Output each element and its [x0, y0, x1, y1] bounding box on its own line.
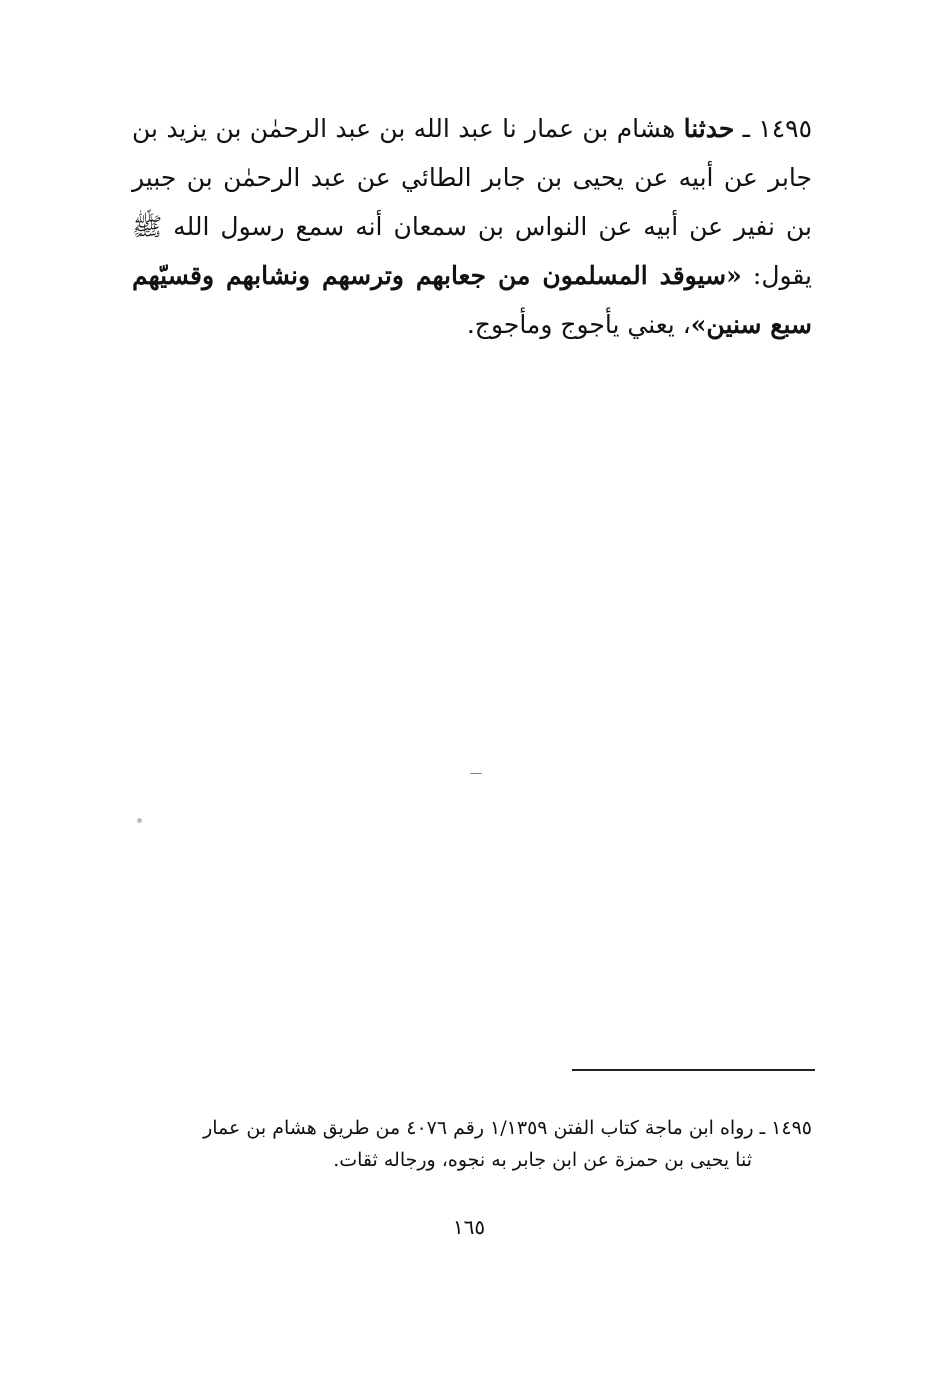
scan-speck: [470, 773, 482, 774]
footnote: [140, 1112, 812, 1176]
footnote-divider: [572, 1069, 815, 1071]
hadith-number: ١٤٩٥: [758, 114, 813, 143]
hadith-quote: «سيوقد المسلمون من جعابهم وترسهم ونشابهم وقسيّهم سبع سنين»: [132, 261, 812, 339]
hadith-chain: هشام بن عمار نا عبد الله بن عبد الرحمٰن بن يزيد بن جابر عن أبيه عن يحيى بن جابر الطائي عن عبد الرحمٰن بن جبير بن نفير عن أبيه عن النواس بن سمعان أنه سمع رسول الله ﷺ يقول:: [132, 114, 812, 290]
hadith-text: [132, 104, 812, 349]
footnote-line-2: ثنا يحيى بن حمزة عن ابن جابر به نجوه، ورجاله ثقات.: [333, 1149, 752, 1171]
footnote-line-1: ١٤٩٥ ـ رواه ابن ماجة كتاب الفتن ١/١٣٥٩ رقم ٤٠٧٦ من طريق هشام بن عمار: [203, 1117, 812, 1139]
scan-speck: [137, 818, 142, 823]
hadith-ending: ، يعني يأجوج ومأجوج.: [466, 310, 691, 339]
page-number: ١٦٥: [452, 1215, 486, 1239]
hadith-opening: حدثنا: [683, 114, 735, 143]
hadith-dash: ـ: [734, 114, 759, 143]
